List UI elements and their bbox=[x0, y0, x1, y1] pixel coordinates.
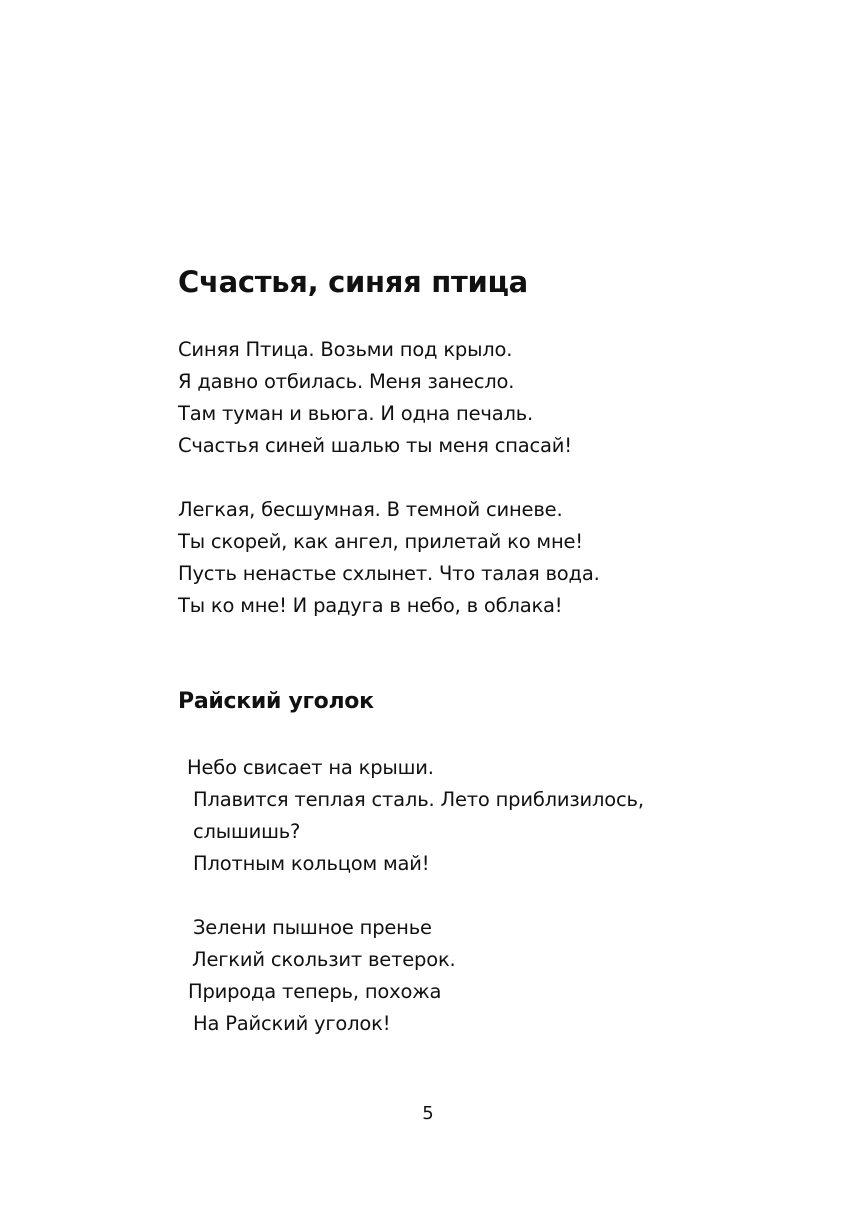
poem-line: Плавится теплая сталь. Лето приблизилось, bbox=[193, 788, 644, 811]
poem-line: Я давно отбилась. Меня занесло. bbox=[178, 370, 515, 393]
poem-line: Пусть ненастье схлынет. Что талая вода. bbox=[178, 562, 600, 585]
poem-line: Синяя Птица. Возьми под крыло. bbox=[178, 338, 513, 361]
poem-line: Ты скорей, как ангел, прилетай ко мне! bbox=[178, 530, 583, 553]
poem-line: Небо свисает на крыши. bbox=[187, 756, 434, 779]
poem-line: Зелени пышное пренье bbox=[193, 916, 432, 939]
poem-line: Природа теперь, похожа bbox=[188, 980, 442, 1003]
poem-line: Счастья синей шалью ты меня спасай! bbox=[178, 434, 572, 457]
poem-line: На Райский уголок! bbox=[193, 1012, 391, 1035]
poem-line: Легкий скользит ветерок. bbox=[192, 948, 456, 971]
poem-title: Райский уголок bbox=[178, 689, 374, 714]
poem-line: слышишь? bbox=[193, 820, 301, 843]
poem-line: Там туман и вьюга. И одна печаль. bbox=[178, 402, 534, 425]
poem-title: Счастья, синяя птица bbox=[178, 265, 528, 299]
poem-line: Плотным кольцом май! bbox=[193, 852, 430, 875]
poem-line: Ты ко мне! И радуга в небо, в облака! bbox=[178, 594, 563, 617]
page-number: 5 bbox=[422, 1103, 434, 1124]
poem-line: Легкая, бесшумная. В темной синеве. bbox=[178, 498, 563, 521]
